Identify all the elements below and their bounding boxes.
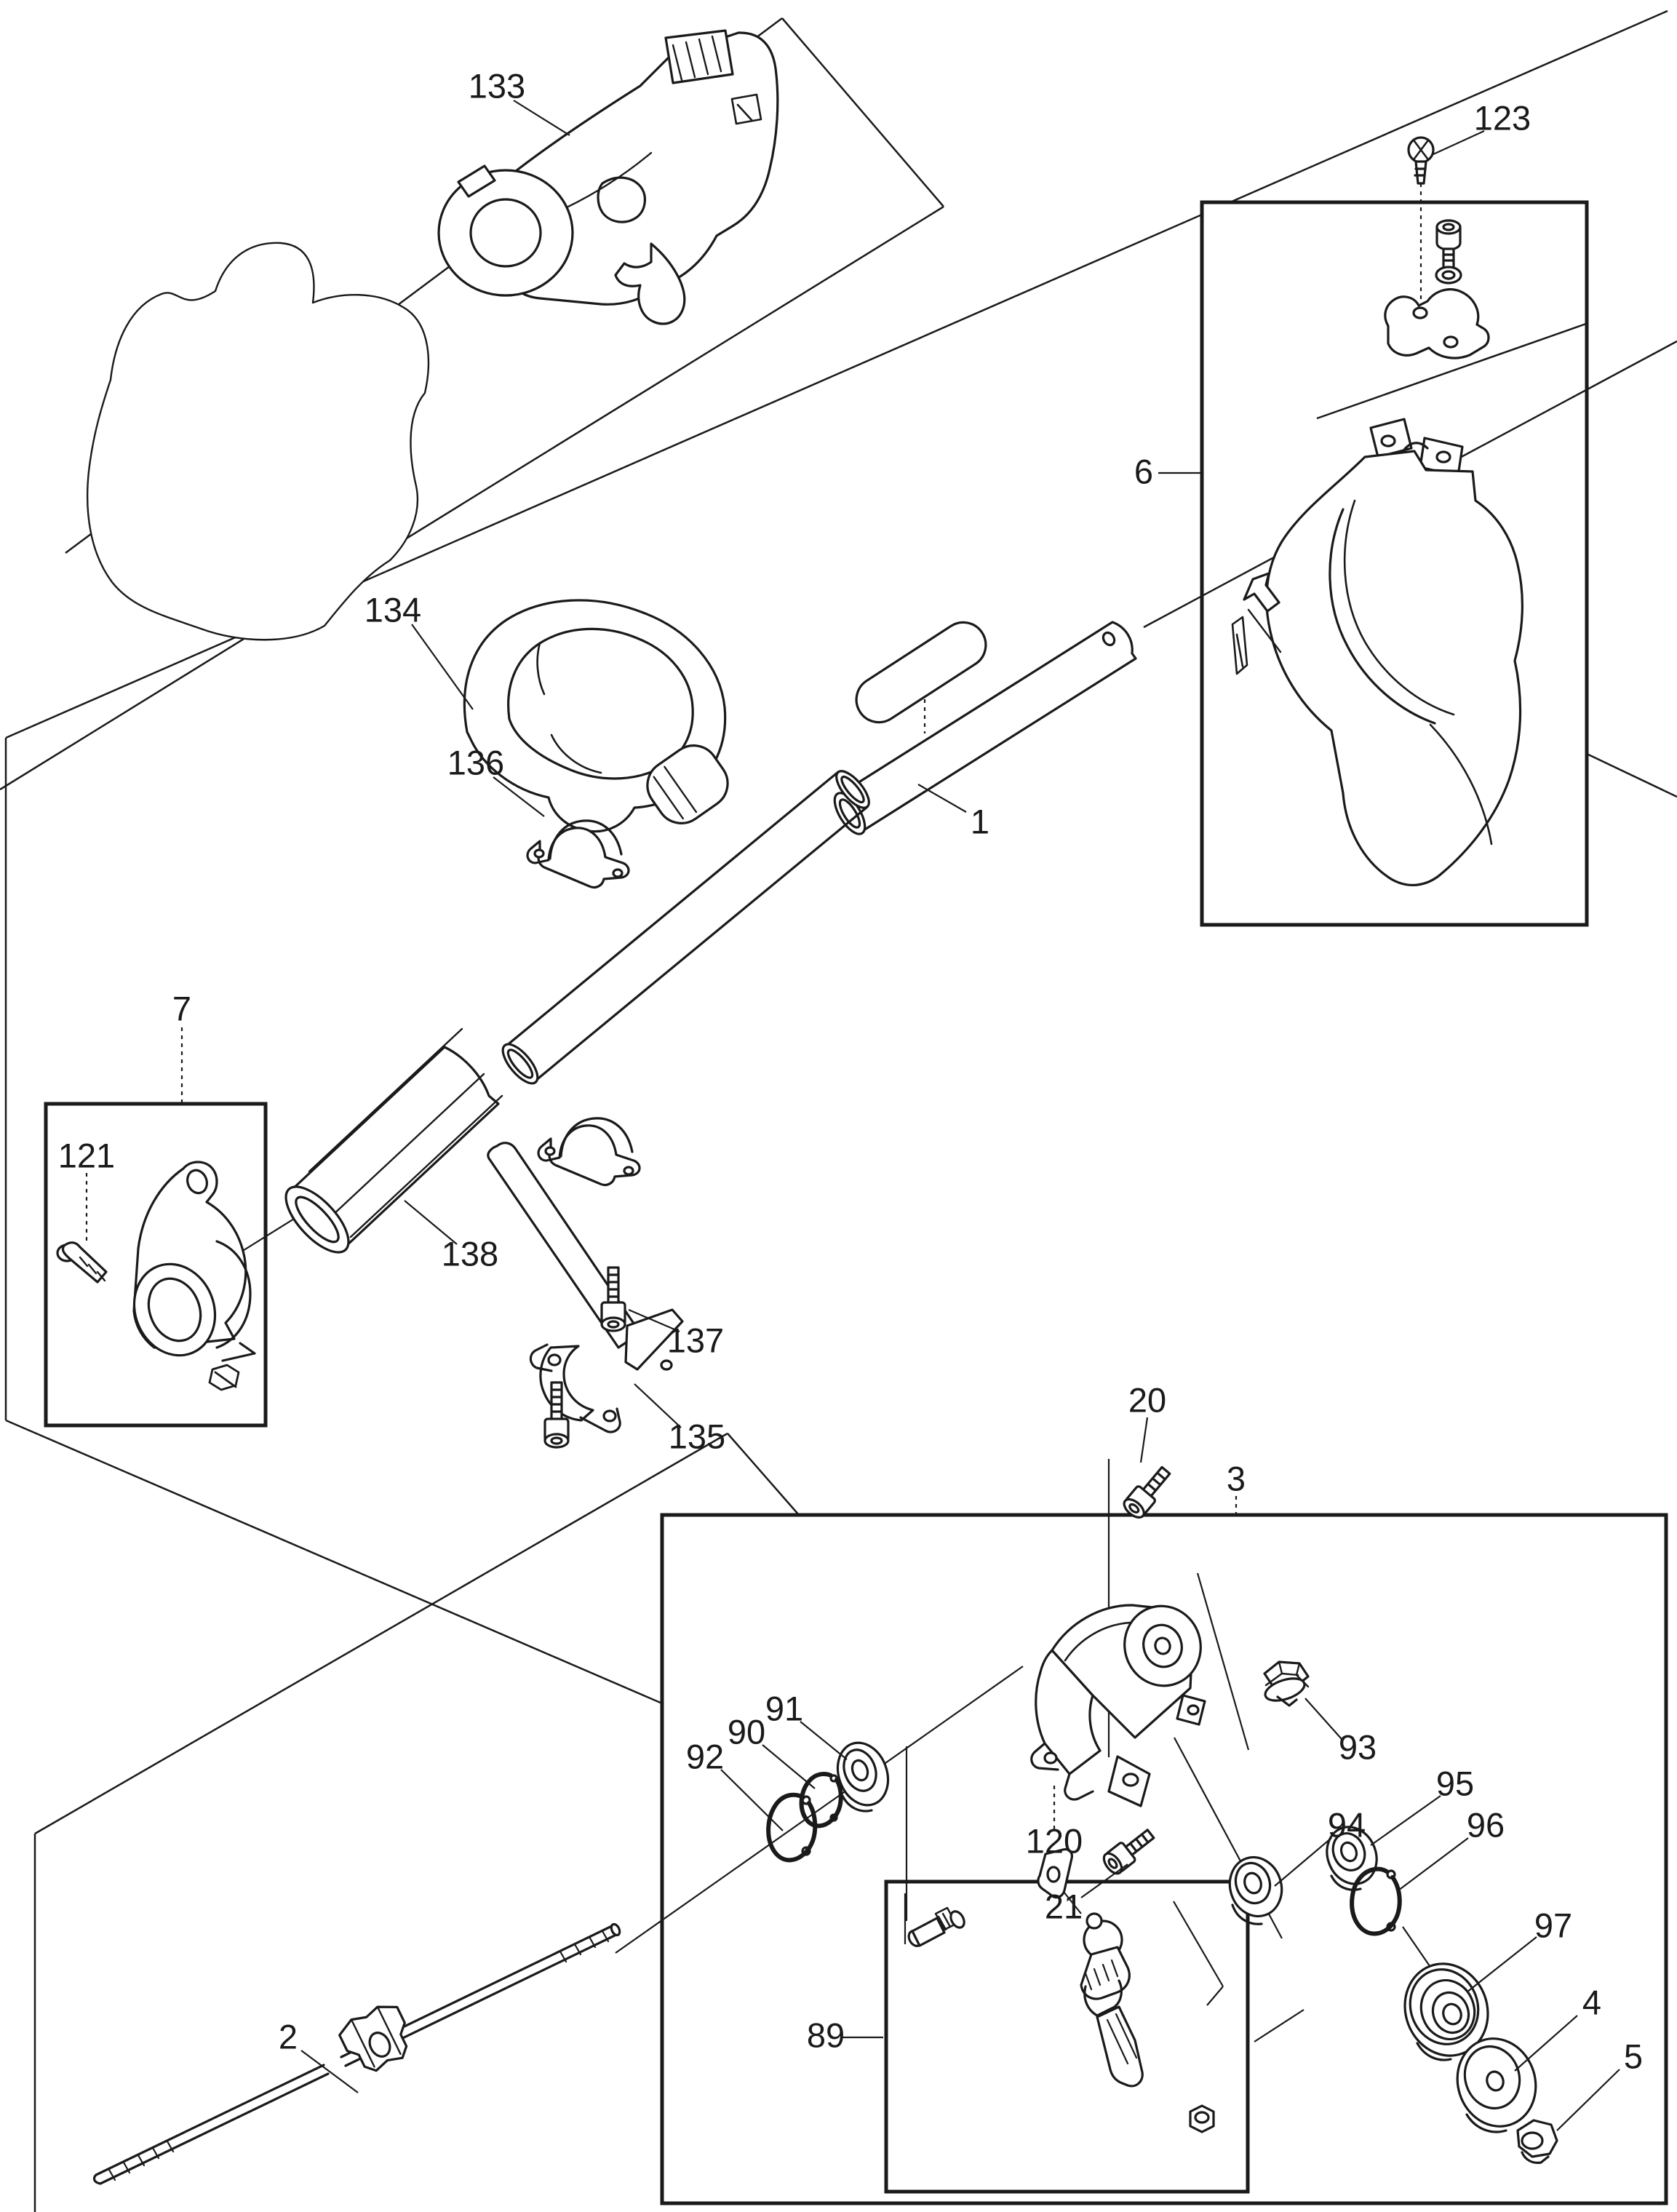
part-label-136: 136 — [447, 743, 505, 782]
part-label-135: 135 — [668, 1417, 726, 1456]
part-label-94: 94 — [1327, 1805, 1366, 1845]
part-label-133: 133 — [468, 66, 526, 106]
part-label-95: 95 — [1435, 1764, 1475, 1803]
part-label-92: 92 — [685, 1737, 725, 1776]
part-label-5: 5 — [1623, 2037, 1644, 2076]
part-label-120: 120 — [1025, 1821, 1083, 1861]
part-label-96: 96 — [1466, 1805, 1505, 1845]
part-label-91: 91 — [765, 1689, 804, 1728]
part-label-123: 123 — [1473, 98, 1531, 138]
part-label-6: 6 — [1134, 452, 1154, 491]
part-label-89: 89 — [806, 2016, 845, 2055]
part-label-138: 138 — [441, 1234, 499, 1273]
part-label-121: 121 — [57, 1136, 116, 1175]
part-label-134: 134 — [364, 590, 422, 629]
part-label-93: 93 — [1338, 1727, 1377, 1767]
part-label-4: 4 — [1582, 1983, 1602, 2022]
part-label-97: 97 — [1534, 1906, 1573, 1945]
part-label-21: 21 — [1044, 1887, 1083, 1926]
part-label-20: 20 — [1128, 1380, 1167, 1420]
part-label-2: 2 — [278, 2017, 298, 2056]
part-label-90: 90 — [727, 1712, 766, 1751]
part-label-137: 137 — [666, 1321, 725, 1360]
part-label-7: 7 — [172, 989, 192, 1028]
part-label-3: 3 — [1226, 1459, 1246, 1498]
clamp-bracket — [1385, 290, 1489, 358]
lock-nut-small — [1190, 2106, 1214, 2132]
part-label-1: 1 — [970, 802, 990, 841]
